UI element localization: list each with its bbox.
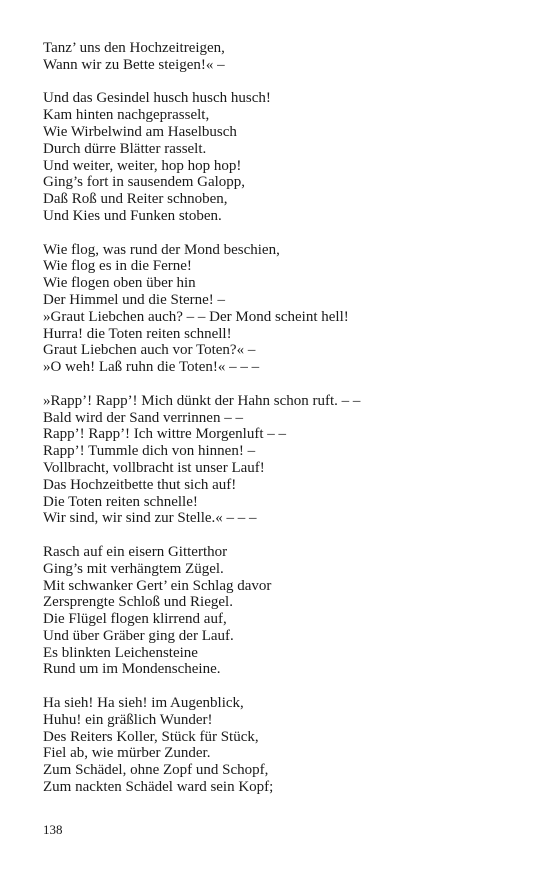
poem-line: Ging’s fort in sausendem Galopp, (43, 174, 246, 191)
poem-line: Der Himmel und die Sterne! – (43, 291, 226, 308)
poem-line: Ging’s mit verhängtem Zügel. (43, 560, 224, 577)
poem-line: Die Flügel flogen klirrend auf, (43, 611, 227, 628)
stanza-5 (43, 544, 523, 678)
poem-line: Hurra! die Toten reiten schnell! (43, 325, 232, 342)
stanza-6 (43, 695, 523, 796)
poem-line: Wie flogen oben über hin (43, 275, 196, 292)
poem-line: Kam hinten nachgeprasselt, (43, 107, 210, 124)
poem-line: Rapp’! Tummle dich von hinnen! – (43, 443, 256, 460)
poem-line: Wann wir zu Bette steigen!« – (43, 56, 225, 73)
poem-line: Wir sind, wir sind zur Stelle.« – – – (43, 510, 257, 527)
poem-line: Und weiter, weiter, hop hop hop! (43, 157, 242, 174)
poem-line: Ha sieh! Ha sieh! im Augenblick, (43, 695, 244, 712)
poem-line: Wie flog, was rund der Mond beschien, (43, 241, 280, 258)
stanza-4 (43, 393, 523, 527)
poem-line: »Rapp’! Rapp’! Mich dünkt der Hahn schon ruft. – – (43, 392, 361, 409)
stanza-2 (43, 90, 523, 224)
stanza-1 (43, 40, 523, 74)
poem-line: Durch dürre Blätter rasselt. (43, 140, 207, 157)
poem-line: Zum nackten Schädel ward sein Kopf; (43, 779, 274, 796)
poem-line: Mit schwanker Gert’ ein Schlag davor (43, 577, 272, 594)
poem-line: Und über Gräber ging der Lauf. (43, 627, 234, 644)
poem-line: Des Reiters Koller, Stück für Stück, (43, 728, 259, 745)
poem-line: Zum Schädel, ohne Zopf und Schopf, (43, 762, 269, 779)
poem-line: Tanz’ uns den Hochzeitreigen, (43, 40, 225, 56)
poem-line: Rund um im Mondenscheine. (43, 661, 221, 678)
poem-line: »Graut Liebchen auch? – – Der Mond scheint hell! (43, 308, 349, 325)
stanza-3 (43, 242, 523, 376)
poem-line: Die Toten reiten schnelle! (43, 493, 198, 510)
poem-line: Das Hochzeitbette thut sich auf! (43, 476, 237, 493)
page-number: 138 (43, 822, 63, 837)
poem-line: Fiel ab, wie mürber Zunder. (43, 745, 211, 762)
poem-line: Huhu! ein gräßlich Wunder! (43, 711, 213, 728)
poem-line: Es blinkten Leichensteine (43, 644, 198, 661)
poem-line: Vollbracht, vollbracht ist unser Lauf! (43, 459, 265, 476)
poem-text (43, 40, 523, 813)
poem-line: Rasch auf ein eisern Gitterthor (43, 543, 228, 560)
poem-line: Bald wird der Sand verrinnen – – (43, 409, 243, 426)
poem-line: Graut Liebchen auch vor Toten?« – (43, 342, 256, 359)
poem-line: »O weh! Laß ruhn die Toten!« – – – (43, 359, 260, 376)
poem-line: Daß Roß und Reiter schnoben, (43, 191, 228, 208)
poem-line: Wie flog es in die Ferne! (43, 258, 192, 275)
poem-line: Wie Wirbelwind am Haselbusch (43, 123, 237, 140)
poem-line: Und das Gesindel husch husch husch! (43, 90, 271, 107)
poem-line: Zersprengte Schloß und Riegel. (43, 594, 233, 611)
poem-line: Rapp’! Rapp’! Ich wittre Morgenluft – – (43, 426, 286, 443)
poem-line: Und Kies und Funken stoben. (43, 207, 222, 224)
